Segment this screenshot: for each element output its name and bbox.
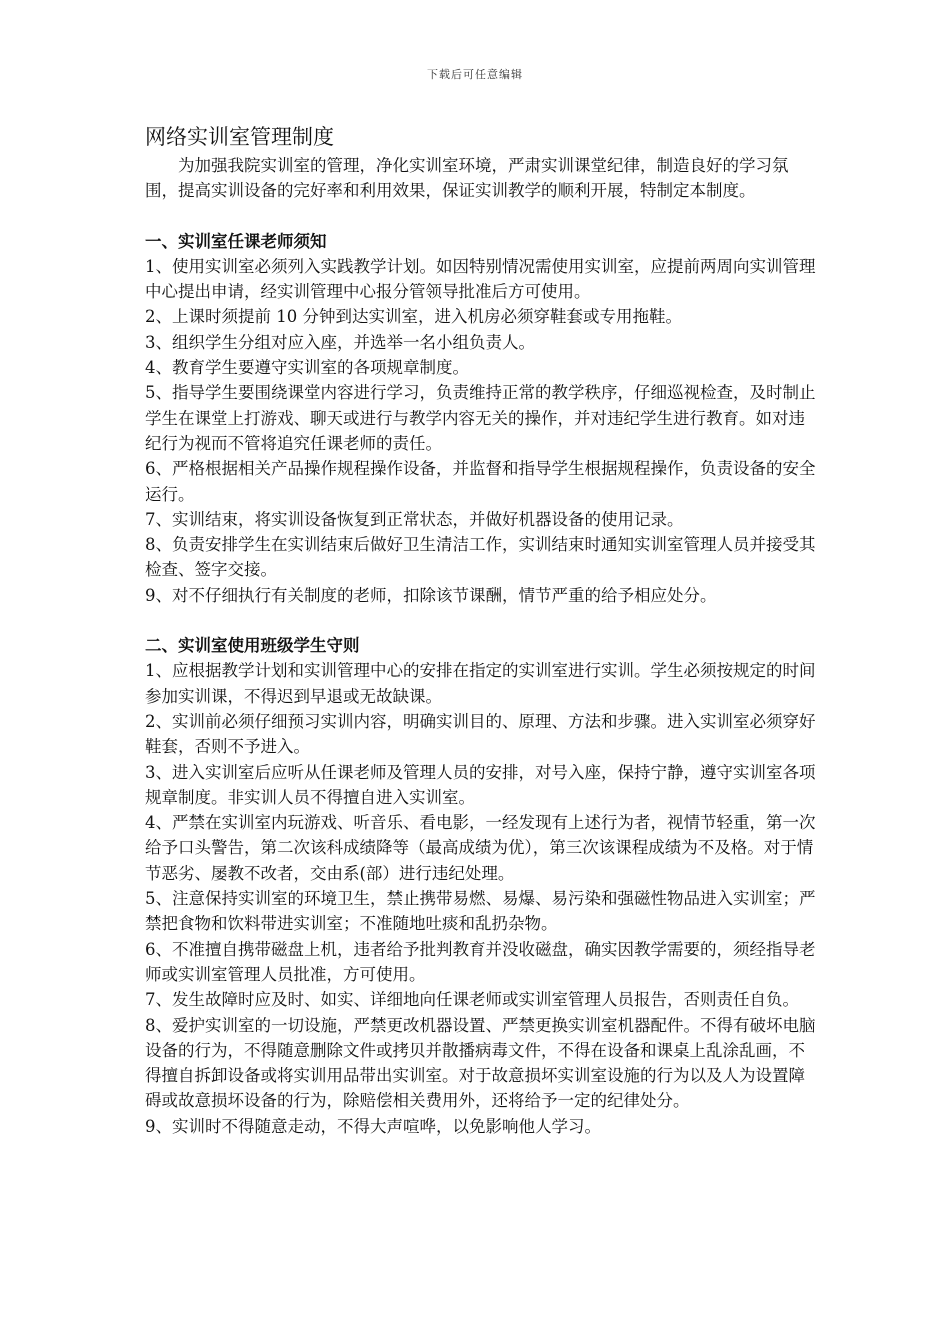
list-item: 9、实训时不得随意走动，不得大声喧哗，以免影响他人学习。 xyxy=(145,1116,601,1136)
list-item: 6、严格根据相关产品操作规程操作设备，并监督和指导学生根据规程操作，负责设备的安全运行。 xyxy=(145,459,816,504)
list-item: 1、应根据教学计划和实训管理中心的安排在指定的实训室进行实训。学生必须按规定的时间参加实训课，不得迟到早退或无故缺课。 xyxy=(145,661,816,706)
document-body xyxy=(145,123,817,1139)
list-item: 4、严禁在实训室内玩游戏、听音乐、看电影，一经发现有上述行为者，视情节轻重，第一次给予口头警告，第二次该科成绩降等（最高成绩为优），第三次该课程成绩为不及格。对于情节恶劣、屡教不改者，交由系(部）进行违纪处理。 xyxy=(145,813,816,883)
list-item: 4、教育学生要遵守实训室的各项规章制度。 xyxy=(145,358,469,378)
spacer xyxy=(145,608,817,633)
list-item: 1、使用实训室必须列入实践教学计划。如因特别情况需使用实训室，应提前两周向实训管理中心提出申请，经实训管理中心报分管领导批准后方可使用。 xyxy=(145,256,816,302)
list-item: 8、负责安排学生在实训结束后做好卫生清洁工作，实训结束时通知实训室管理人员并接受其检查、签字交接。 xyxy=(145,535,816,580)
list-item: 7、发生故障时应及时、如实、详细地向任课老师或实训室管理人员报告，否则责任自负。 xyxy=(145,990,799,1010)
list-item: 5、注意保持实训室的环境卫生，禁止携带易燃、易爆、易污染和强磁性物品进入实训室；严禁把食物和饮料带进实训室；不准随地吐痰和乱扔杂物。 xyxy=(145,889,816,934)
list-item: 7、实训结束，将实训设备恢复到正常状态，并做好机器设备的使用记录。 xyxy=(145,509,684,529)
intro-paragraph: 为加强我院实训室的管理，净化实训室环境，严肃实训课堂纪律，制造良好的学习氛围，提高实训设备的完好率和利用效果，保证实训教学的顺利开展，特制定本制度。 xyxy=(145,156,789,201)
list-item: 5、指导学生要围绕课堂内容进行学习，负责维持正常的教学秩序，仔细巡视检查，及时制止学生在课堂上打游戏、聊天或进行与教学内容无关的操作，并对违纪学生进行教育。如对违纪行为视而不管将追究任课老师的责任。 xyxy=(145,383,816,453)
list-item: 3、组织学生分组对应入座，并选举一名小组负责人。 xyxy=(145,332,535,352)
spacer xyxy=(145,204,817,229)
section-student-rules xyxy=(145,633,817,1139)
document-title: 网络实训室管理制度 xyxy=(145,125,334,149)
page-header-note: 下载后可任意编辑 xyxy=(427,68,523,81)
list-item: 6、不准擅自携带磁盘上机，违者给予批判教育并没收磁盘，确实因教学需要的，须经指导老师或实训室管理人员批准，方可使用。 xyxy=(145,939,816,984)
list-item: 3、进入实训室后应听从任课老师及管理人员的安排，对号入座，保持宁静，遵守实训室各项规章制度。非实训人员不得擅自进入实训室。 xyxy=(145,762,816,807)
list-item: 9、对不仔细执行有关制度的老师，扣除该节课酬，情节严重的给予相应处分。 xyxy=(145,585,717,605)
section-heading: 二、实训室使用班级学生守则 xyxy=(145,636,360,656)
section-teacher-rules xyxy=(145,229,817,608)
list-item: 2、上课时须提前 10 分钟到达实训室，进入机房必须穿鞋套或专用拖鞋。 xyxy=(145,307,682,327)
section-heading: 一、实训室任课老师须知 xyxy=(145,231,327,251)
list-item: 8、爱护实训室的一切设施，严禁更改机器设置、严禁更换实训室机器配件。不得有破坏电脑设备的行为，不得随意删除文件或拷贝并散播病毒文件，不得在设备和课桌上乱涂乱画，不得擅自拆卸设备或将实训用品带出实训室。对于故意损坏实训室设施的行为以及人为设置障碍或故意损坏设备的行为，除赔偿相关费用外，还将给予一定的纪律处分。 xyxy=(145,1015,816,1111)
list-item: 2、实训前必须仔细预习实训内容，明确实训目的、原理、方法和步骤。进入实训室必须穿好鞋套，否则不予进入。 xyxy=(145,711,816,757)
